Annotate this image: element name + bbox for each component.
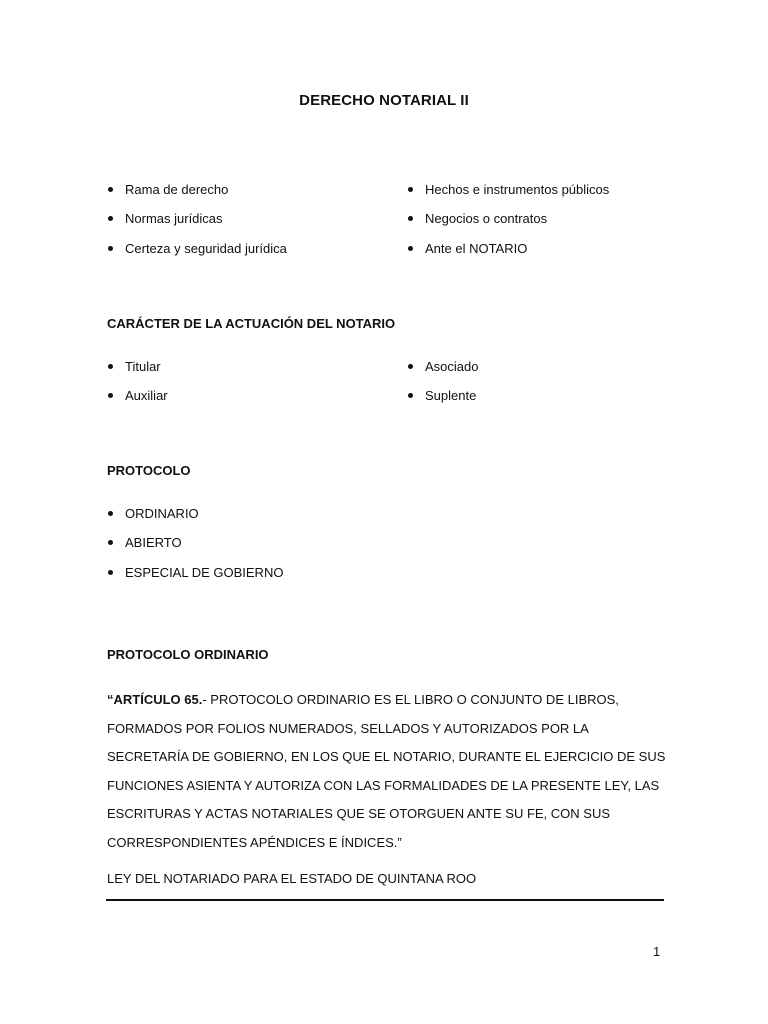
section-heading-caracter: CARÁCTER DE LA ACTUACIÓN DEL NOTARIO xyxy=(107,316,396,331)
list-item: Normas jurídicas xyxy=(107,211,287,240)
list-item: Auxiliar xyxy=(107,388,168,417)
list-item: ESPECIAL DE GOBIERNO xyxy=(107,565,283,594)
article-text: - PROTOCOLO ORDINARIO ES EL LIBRO O CONJUNTO DE LIBROS, FORMADOS POR FOLIOS NUMERADOS, SELLADOS Y AUTORIZADOS POR LA SECRETARÍA DE GOBIERNO, EN LOS QUE EL NOTARIO, DURANTE EL EJERCICIO DE SUS FUNCIONES ASIENTA Y AUTORIZA CON LAS FORMALIDADES DE LA PRESENTE LEY, LAS ESCRITURAS Y ACTAS NOTARIALES QUE SE OTORGUEN ANTE SU FE, CON SUS CORRESPONDIENTES APÉNDICES E ÍNDICES.” xyxy=(107,692,666,850)
list-item: Negocios o contratos xyxy=(407,211,609,240)
list-item: ORDINARIO xyxy=(107,506,283,535)
intro-list-left xyxy=(107,182,287,270)
list-item: Hechos e instrumentos públicos xyxy=(407,182,609,211)
list-item: Certeza y seguridad jurídica xyxy=(107,241,287,270)
article-paragraph xyxy=(107,686,667,858)
section-heading-protocolo-ordinario: PROTOCOLO ORDINARIO xyxy=(107,647,269,662)
list-item: Suplente xyxy=(407,388,478,417)
law-source: LEY DEL NOTARIADO PARA EL ESTADO DE QUINTANA ROO xyxy=(107,871,477,886)
protocolo-list xyxy=(107,506,283,594)
list-item: Titular xyxy=(107,359,168,388)
list-item: ABIERTO xyxy=(107,535,283,564)
intro-list-right xyxy=(407,182,609,270)
list-item: Rama de derecho xyxy=(107,182,287,211)
document-title: DERECHO NOTARIAL II xyxy=(299,92,469,109)
list-item: Ante el NOTARIO xyxy=(407,241,609,270)
list-item: Asociado xyxy=(407,359,478,388)
section-heading-protocolo: PROTOCOLO xyxy=(107,463,191,478)
article-label: ARTÍCULO 65. xyxy=(113,692,203,707)
horizontal-divider xyxy=(106,899,664,901)
page-number: 1 xyxy=(653,944,661,959)
article-quote-open: “ xyxy=(107,692,114,707)
caracter-list-right xyxy=(407,359,478,418)
caracter-list-left xyxy=(107,359,168,418)
